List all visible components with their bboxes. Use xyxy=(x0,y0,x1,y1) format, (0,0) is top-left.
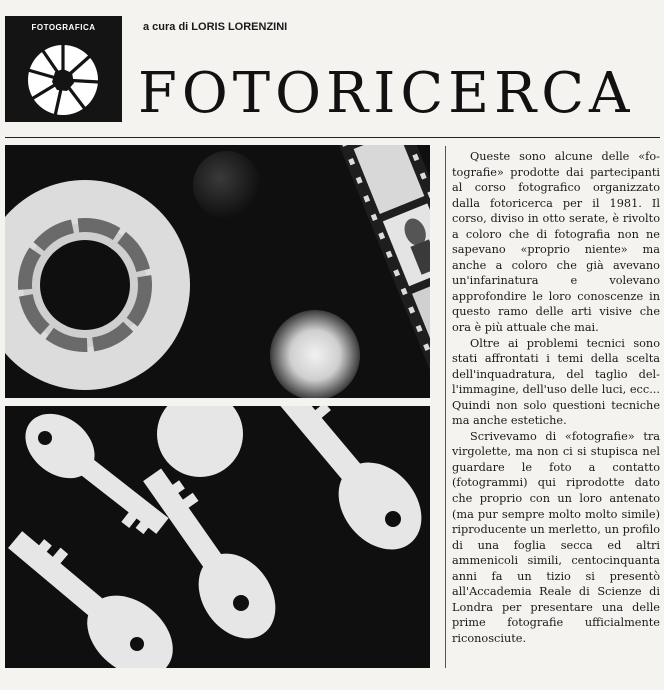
logo-box xyxy=(5,16,122,122)
byline: a cura di LORIS LORENZINI xyxy=(143,21,288,33)
photogram-keys xyxy=(5,406,430,668)
article-paragraph: Oltre ai problemi tecnici sono stati affrontati i temi della scelta dell'inquadratura, del taglio dell'immagine, dell'uso delle luci, ecc... Quindi non solo questioni tecniche ma anche estetiche. xyxy=(452,336,660,428)
aperture-icon xyxy=(25,42,101,118)
article-paragraph: Scrivevamo di «fotografie» tra virgolette, ma non ci si stupisca nel guardare le foto a contatto (fotogrammi) qui riprodotte dato che proprio con un loro antenato (ma pur sempre molto molto simile) riproducente un merletto, un profilo di una foglia secca ed altri ammenicoli simili, centocinquanta anni fa un tizio si presentò all'Accademia Reale di Scienze di Londra per presentare una delle prime fotografie ufficialmente riconosciute. xyxy=(452,429,660,645)
photogram-top-drawing xyxy=(5,145,430,398)
article-body xyxy=(452,149,660,647)
photogram-ring-lens-film xyxy=(5,145,430,398)
column-rule xyxy=(445,146,446,668)
article-paragraph: Queste sono alcune delle «fotografie» prodotte dai partecipanti al corso fotografico organizzato dalla fotoricerca per il 1981. Il corso, diviso in otto serate, è rivolto a coloro che di fotografia non ne sapevano «proprio niente» ma anche a coloro che già avevano un'infarinatura e volevano approfondire le loro conoscenze in questo ramo delle arti visive che ora è più attuale che mai. xyxy=(452,150,660,335)
photogram-bottom-drawing xyxy=(5,406,430,668)
logo-label: FOTOGRAFICA xyxy=(31,23,96,32)
header-rule xyxy=(5,137,660,138)
page-title: FOTORICERCA xyxy=(138,61,635,126)
